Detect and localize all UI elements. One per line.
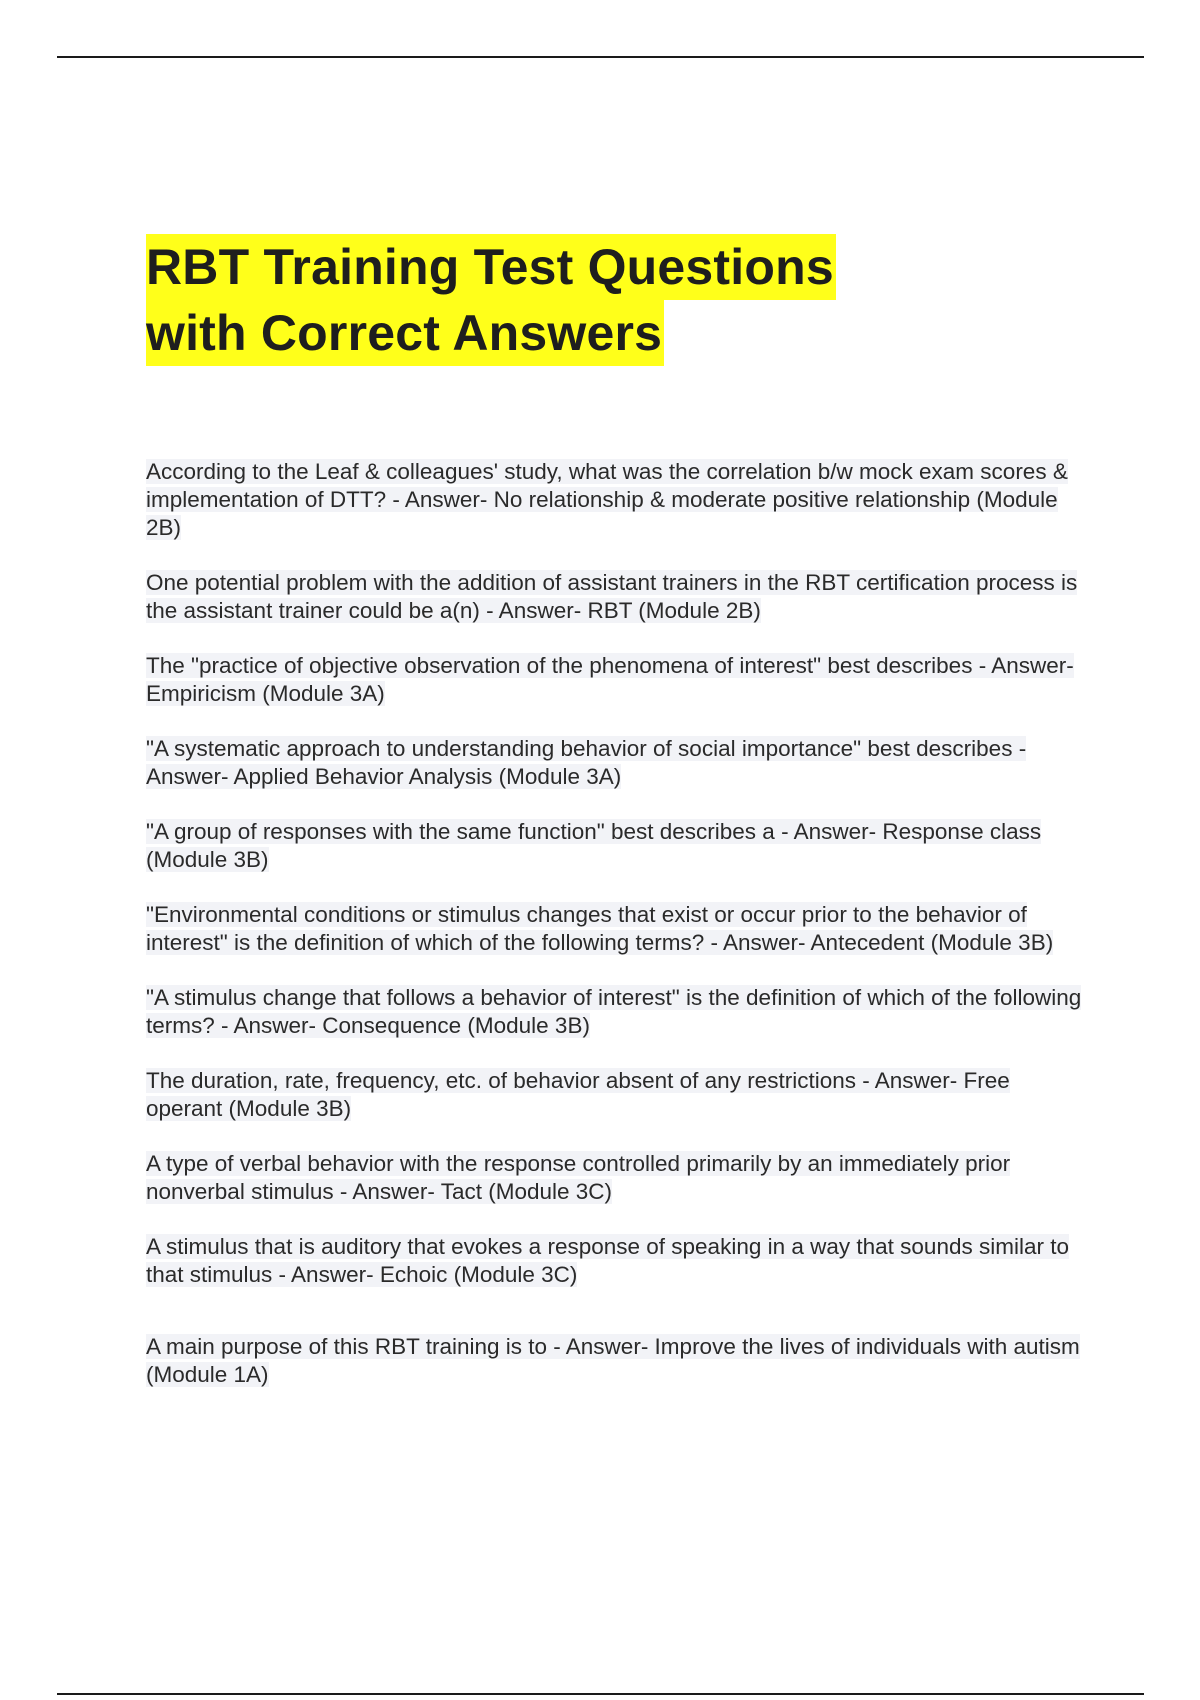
qa-text: "A group of responses with the same function" best describes a - Answer- Response class (Module 3B) [146,819,1042,872]
bottom-rule [57,1693,1144,1695]
title-line-1: RBT Training Test Questions [146,234,836,300]
qa-text: A main purpose of this RBT training is to - Answer- Improve the lives of individuals with autism (Module 1A) [146,1334,1080,1387]
qa-text: The duration, rate, frequency, etc. of behavior absent of any restrictions - Answer- Free operant (Module 3B) [146,1068,1010,1121]
qa-item [146,984,1086,1040]
qa-item [146,1150,1086,1206]
qa-item [146,735,1086,791]
qa-item [146,818,1086,874]
qa-text: A type of verbal behavior with the response controlled primarily by an immediately prior nonverbal stimulus - Answer- Tact (Module 3C) [146,1151,1011,1204]
qa-item [146,901,1086,957]
qa-item [146,569,1086,625]
qa-text: "Environmental conditions or stimulus changes that exist or occur prior to the behavior of interest" is the definition of which of the following terms? - Answer- Antecedent (Module 3B) [146,902,1054,955]
title-line-2: with Correct Answers [146,300,664,366]
top-rule [57,56,1144,58]
qa-text: According to the Leaf & colleagues' study, what was the correlation b/w mock exam scores & implementation of DTT? - Answer- No relationship & moderate positive relationship (Module 2B) [146,459,1068,540]
qa-item [146,1333,1086,1389]
qa-item [146,458,1086,542]
qa-list [146,458,1086,1389]
qa-item [146,1233,1086,1289]
qa-text: "A systematic approach to understanding behavior of social importance" best describes - Answer- Applied Behavior Analysis (Module 3A) [146,736,1027,789]
qa-item [146,652,1086,708]
qa-text: "A stimulus change that follows a behavior of interest" is the definition of which of the following terms? - Answer- Consequence (Module 3B) [146,985,1082,1038]
qa-text: A stimulus that is auditory that evokes a response of speaking in a way that sounds similar to that stimulus - Answer- Echoic (Module 3C) [146,1234,1069,1287]
document-title [146,234,1046,366]
qa-item [146,1067,1086,1123]
qa-text: The "practice of objective observation of the phenomena of interest" best describes - Answer- Empiricism (Module 3A) [146,653,1074,706]
qa-text: One potential problem with the addition of assistant trainers in the RBT certification process is the assistant trainer could be a(n) - Answer- RBT (Module 2B) [146,570,1078,623]
